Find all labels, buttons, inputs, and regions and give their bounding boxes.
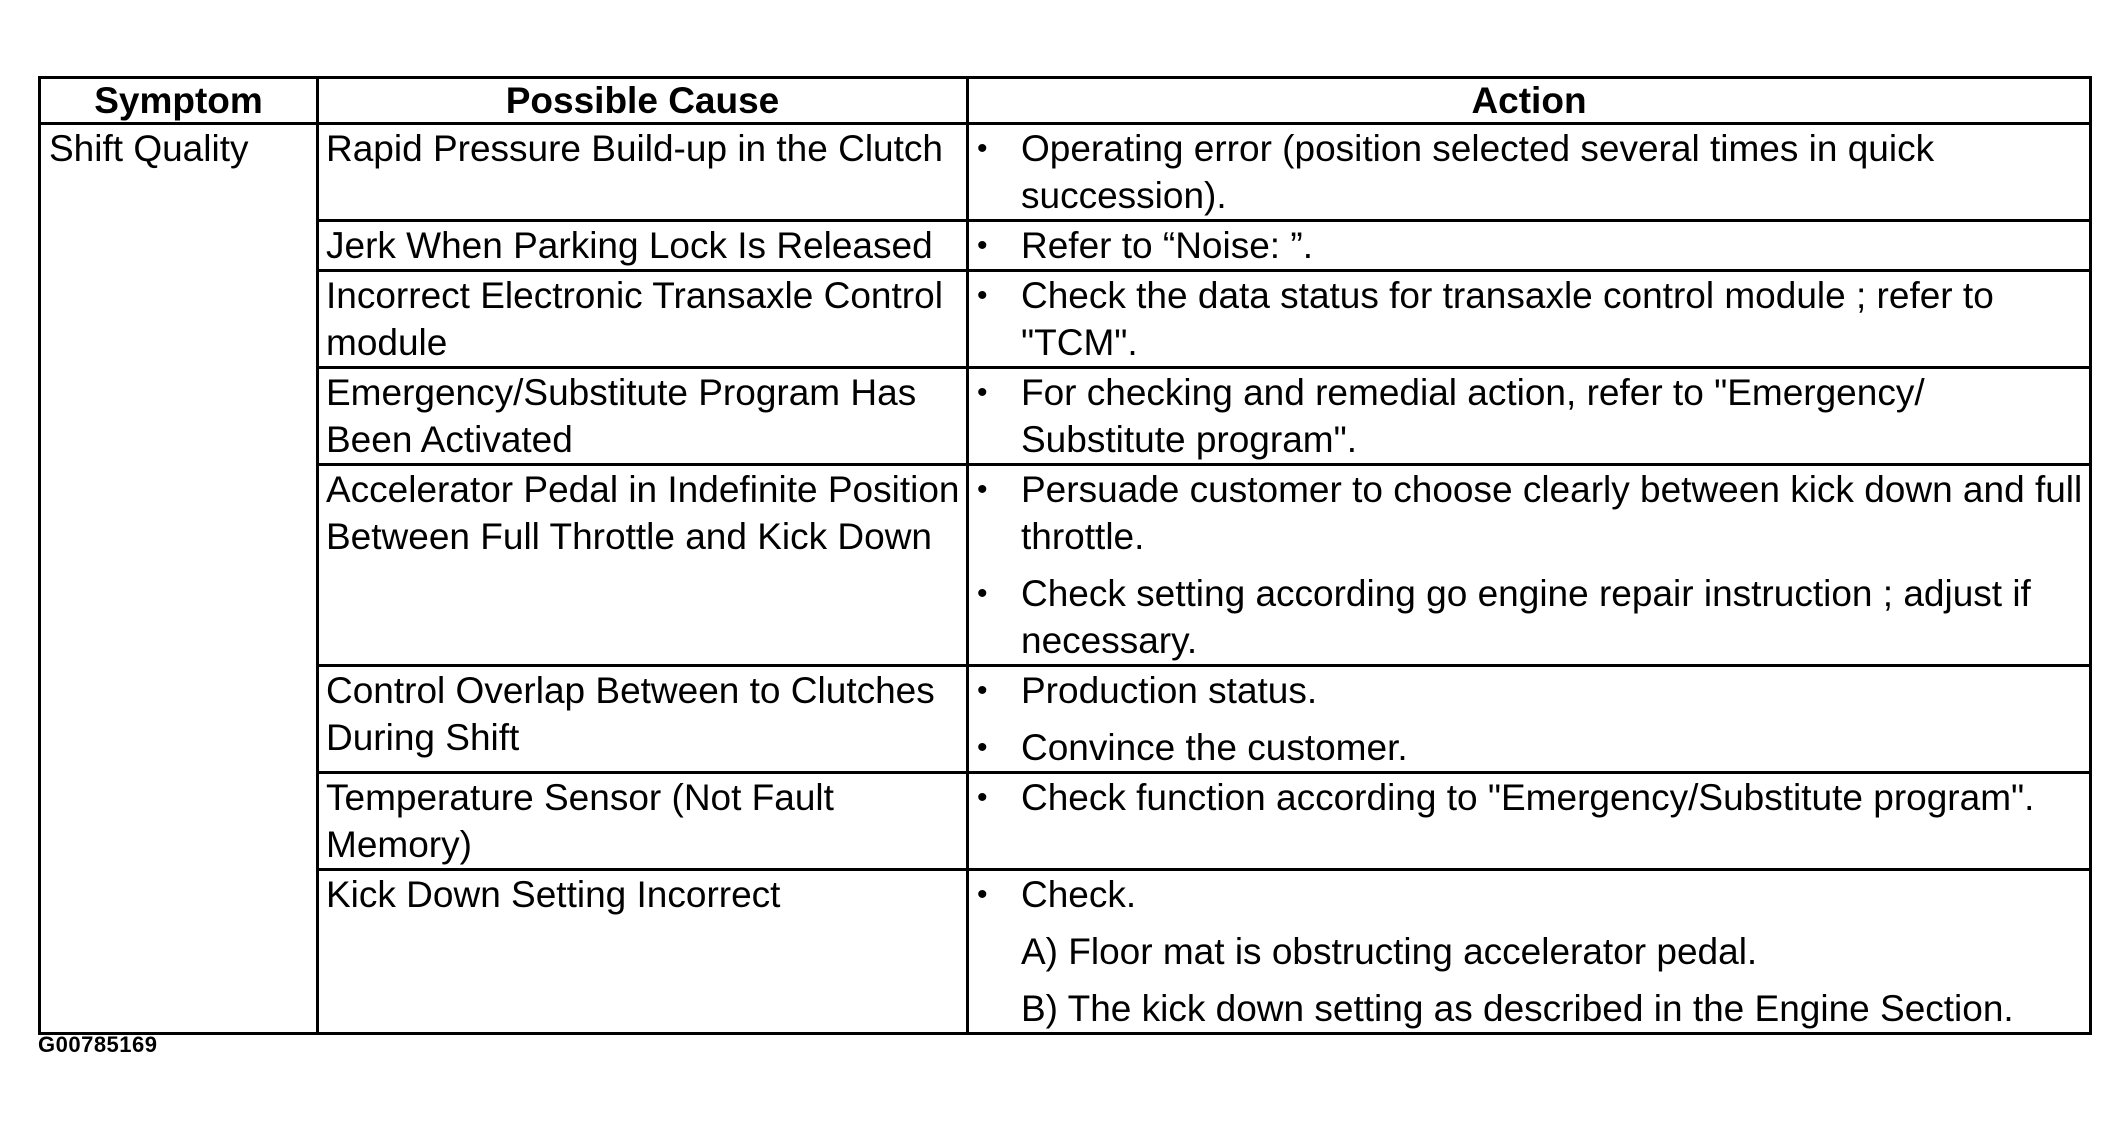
- figure-id: G00785169: [38, 1032, 158, 1057]
- diagnosis-table: [38, 76, 2092, 1035]
- action-cell: [968, 773, 2091, 870]
- action-cell: [968, 124, 2091, 221]
- possible-cause-cell: Incorrect Electronic Transaxle Control module: [318, 271, 968, 368]
- bullet-icon: •: [977, 132, 988, 165]
- action-cell: [968, 368, 2091, 465]
- bullet-icon: •: [977, 731, 988, 764]
- action-text: Check setting according go engine repair instruction ; adjust if necessary.: [1021, 573, 2031, 661]
- table-row: [40, 870, 2091, 1034]
- action-cell: [968, 271, 2091, 368]
- possible-cause-cell: Emergency/Substitute Program Has Been Activated: [318, 368, 968, 465]
- action-item: [975, 222, 2083, 269]
- possible-cause-cell: Control Overlap Between to Clutches During Shift: [318, 666, 968, 773]
- action-list: [975, 369, 2083, 463]
- bullet-icon: •: [977, 229, 988, 262]
- possible-cause-header: Possible Cause: [318, 78, 968, 124]
- action-sub-item: B) The kick down setting as described in the Engine Section.: [1021, 988, 2014, 1029]
- action-list: [975, 466, 2083, 664]
- action-item: [975, 272, 2083, 366]
- action-text: Refer to “Noise: ”.: [1021, 225, 1313, 266]
- bullet-icon: •: [977, 473, 988, 506]
- action-item: [975, 369, 2083, 463]
- action-cell: [968, 870, 2091, 1034]
- action-text: Check function according to "Emergency/Substitute program".: [1021, 777, 2035, 818]
- action-cell: [968, 465, 2091, 666]
- action-list: [975, 222, 2083, 269]
- action-text: For checking and remedial action, refer to "Emergency/ Substitute program".: [1021, 372, 1925, 460]
- bullet-icon: •: [977, 674, 988, 707]
- action-list: [975, 125, 2083, 219]
- action-list: [975, 667, 2083, 771]
- possible-cause-cell: Accelerator Pedal in Indefinite Position Between Full Throttle and Kick Down: [318, 465, 968, 666]
- symptom-cell: Shift Quality: [40, 124, 318, 1034]
- action-text: Production status.: [1021, 670, 1318, 711]
- table-row: [40, 221, 2091, 271]
- bullet-icon: •: [977, 279, 988, 312]
- possible-cause-cell: Jerk When Parking Lock Is Released: [318, 221, 968, 271]
- action-cell: [968, 666, 2091, 773]
- action-item: [975, 774, 2083, 821]
- table-row: [40, 368, 2091, 465]
- action-list: [975, 272, 2083, 366]
- possible-cause-cell: Kick Down Setting Incorrect: [318, 870, 968, 1034]
- table-row: [40, 666, 2091, 773]
- action-item: [975, 871, 2083, 918]
- action-text: Operating error (position selected several times in quick succession).: [1021, 128, 1935, 216]
- table-row: [40, 773, 2091, 870]
- action-list: [975, 871, 2083, 918]
- action-item: [975, 125, 2083, 219]
- possible-cause-cell: Rapid Pressure Build-up in the Clutch: [318, 124, 968, 221]
- action-item: [975, 466, 2083, 560]
- table-body: [40, 124, 2091, 1034]
- table-row: [40, 271, 2091, 368]
- symptom-header: Symptom: [40, 78, 318, 124]
- possible-cause-cell: Temperature Sensor (Not Fault Memory): [318, 773, 968, 870]
- action-header: Action: [968, 78, 2091, 124]
- table-row: [40, 465, 2091, 666]
- bullet-icon: •: [977, 781, 988, 814]
- bullet-icon: •: [977, 577, 988, 610]
- bullet-icon: •: [977, 376, 988, 409]
- table-row: [40, 124, 2091, 221]
- action-sub-item: A) Floor mat is obstructing accelerator pedal.: [1021, 931, 1758, 972]
- action-text: Check.: [1021, 874, 1137, 915]
- header-row: [40, 78, 2091, 124]
- action-text: Convince the customer.: [1021, 727, 1408, 768]
- bullet-icon: •: [977, 878, 988, 911]
- action-text: Persuade customer to choose clearly between kick down and full throttle.: [1021, 469, 2083, 557]
- action-cell: [968, 221, 2091, 271]
- action-text: Check the data status for transaxle control module ; refer to "TCM".: [1021, 275, 1994, 363]
- action-list: [975, 774, 2083, 821]
- action-item: [975, 667, 2083, 714]
- action-item: [975, 570, 2083, 664]
- action-item: [975, 724, 2083, 771]
